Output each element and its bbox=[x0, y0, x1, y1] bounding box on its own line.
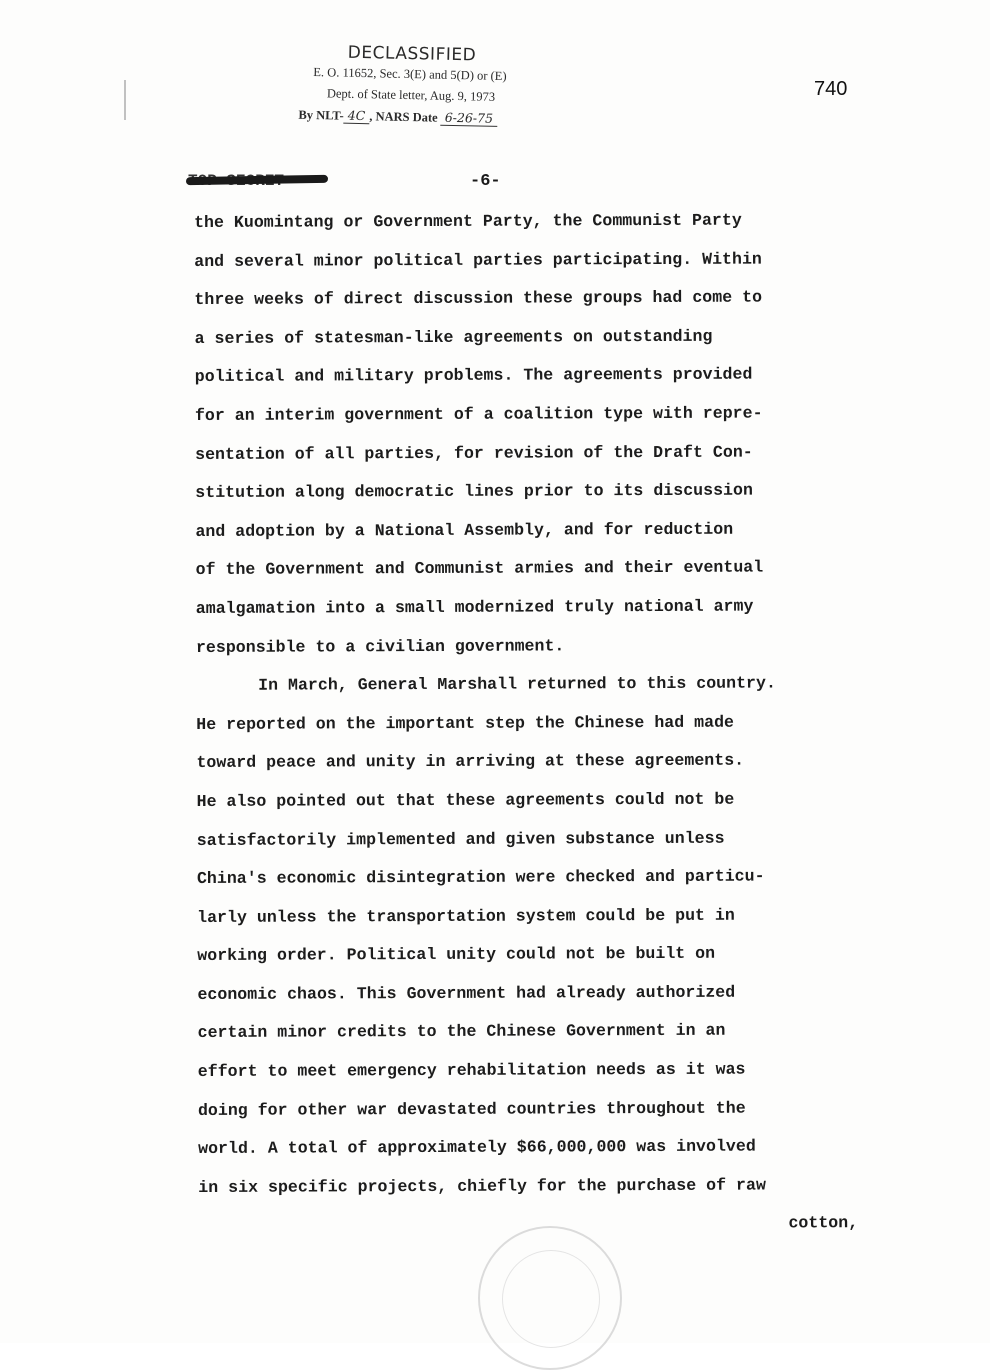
document-body bbox=[194, 201, 889, 1246]
body-line: certain minor credits to the Chinese Government in an bbox=[197, 1021, 726, 1043]
declassification-stamp bbox=[298, 42, 602, 132]
body-line: world. A total of approximately $66,000,000 was involved bbox=[198, 1136, 756, 1159]
body-line: a series of statesman-like agreements on outstanding bbox=[194, 326, 713, 348]
body-line: doing for other war devastated countries throughout the bbox=[197, 1098, 746, 1120]
body-line: sentation of all parties, for revision of the Draft Con- bbox=[195, 442, 753, 464]
body-line: He also pointed out that these agreements could not be bbox=[196, 789, 735, 811]
archive-seal-watermark bbox=[478, 1226, 622, 1370]
body-line: stitution along democratic lines prior to its discussion bbox=[195, 480, 753, 503]
body-line: He reported on the important step the Chinese had made bbox=[196, 712, 735, 734]
body-line: effort to meet emergency rehabilitation needs as it was bbox=[197, 1059, 746, 1082]
page-number: 740 bbox=[814, 78, 848, 100]
body-line: China's economic disintegration were checked and particu- bbox=[196, 866, 765, 889]
stamp-by-label: By NLT- bbox=[298, 107, 344, 123]
body-line: and several minor political parties participating. Within bbox=[194, 249, 762, 271]
margin-mark bbox=[124, 80, 126, 120]
body-line: responsible to a civilian government. bbox=[195, 635, 565, 657]
body-line: the Kuomintang or Government Party, the Communist Party bbox=[194, 210, 742, 232]
body-line: larly unless the transportation system could be put in bbox=[197, 905, 735, 927]
continuation-word: cotton, bbox=[788, 1213, 859, 1233]
stamp-letter-line: Dept. of State letter, Aug. 9, 1973 bbox=[326, 86, 496, 104]
body-line: for an interim government of a coalition type with repre- bbox=[194, 403, 763, 425]
archive-seal-inner-ring bbox=[502, 1250, 600, 1348]
body-line: and adoption by a National Assembly, and for reduction bbox=[195, 519, 734, 541]
body-line: economic chaos. This Government had already authorized bbox=[197, 982, 736, 1004]
stamp-authority-line: E. O. 11652, Sec. 3(E) and 5(D) or (E) bbox=[313, 65, 507, 84]
section-page-marker: -6- bbox=[470, 172, 501, 191]
body-line: of the Government and Communist armies and their eventual bbox=[195, 557, 764, 580]
body-line: amalgamation into a small modernized truly national army bbox=[195, 596, 754, 618]
body-line: political and military problems. The agreements provided bbox=[194, 364, 753, 387]
body-line: satisfactorily implemented and given substance unless bbox=[196, 828, 725, 850]
stamp-title: DECLASSIFIED bbox=[347, 42, 477, 66]
stamp-nars-date: 6-26-75 bbox=[441, 110, 498, 127]
body-line: working order. Political unity could not be built on bbox=[197, 944, 716, 966]
body-line: in six specific projects, chiefly for the purchase of raw bbox=[198, 1175, 766, 1197]
stamp-nars-label: , NARS Date bbox=[369, 109, 438, 125]
stamp-by-value: 4C bbox=[344, 108, 370, 125]
body-line: toward peace and unity in arriving at these agreements. bbox=[196, 750, 745, 773]
paragraph-start-line: In March, General Marshall returned to this country. bbox=[258, 673, 776, 695]
body-line: three weeks of direct discussion these groups had come to bbox=[194, 287, 763, 310]
